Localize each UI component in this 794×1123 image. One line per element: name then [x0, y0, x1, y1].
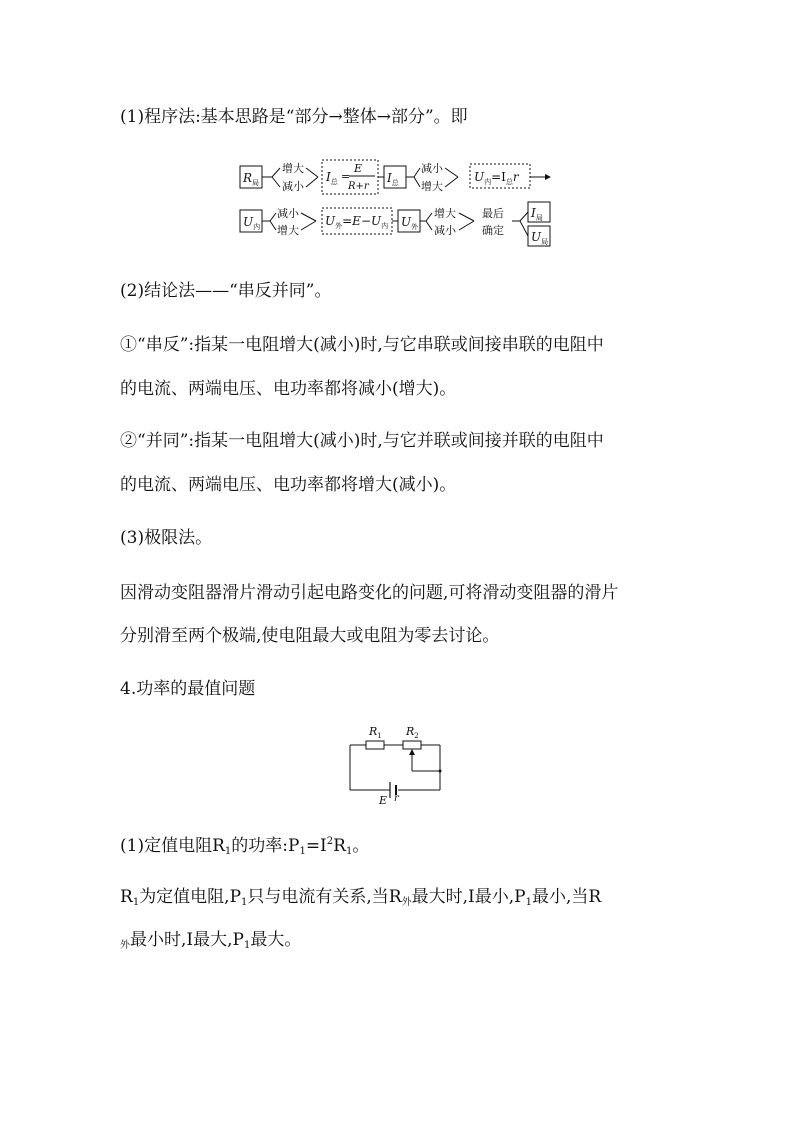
- svg-text:=: =: [341, 170, 351, 183]
- procedure-flow-diagram: [238, 154, 558, 254]
- final-label-2: 确定: [482, 224, 504, 237]
- row1-branch2-down: 增大: [421, 180, 443, 193]
- box-u-inner-label: $U_内$: [243, 215, 261, 231]
- box-u-outer-label: $U_外$: [401, 215, 419, 231]
- limit-method-line2: 分别滑至两个极端,使电阻最大或电阻为零去讨论。: [120, 626, 500, 646]
- box-i-total-label: $I_总$: [387, 171, 399, 187]
- row2-branch2-up: 增大: [434, 207, 456, 220]
- formula-numerator: E: [354, 162, 363, 175]
- section-4-heading: 4.功率的最值问题: [120, 679, 256, 699]
- row2-branch2-down: 减小: [434, 224, 456, 237]
- resistor-r1: [366, 741, 384, 749]
- emf-label: E: [379, 794, 388, 807]
- parallel-same-line2: 的电流、两端电压、电功率都将增大(减小)。: [120, 475, 457, 495]
- series-opposite-line1: ①“串反”:指某一电阻增大(减小)时,与它串联或间接串联的电阻中: [120, 335, 604, 355]
- box-r-local-label: $R_局$: [243, 171, 260, 187]
- row1-branch1-up: 增大: [282, 162, 304, 175]
- row1-branch1-down: 减小: [282, 180, 304, 193]
- limit-method-heading: (3)极限法。: [120, 528, 213, 548]
- procedure-method-intro: (1)程序法:基本思路是“部分→整体→部分”。即: [120, 107, 468, 127]
- conclusion-method-heading: (2)结论法——“串反并同”。: [120, 281, 332, 301]
- resistor-r2: [403, 741, 421, 749]
- limit-method-line1: 因滑动变阻器滑片滑动引起电路变化的问题,可将滑动变阻器的滑片: [120, 583, 619, 603]
- r2-label: $R_2$: [406, 725, 419, 740]
- fixed-resistor-explain-line2: $_外$最小时,I最大$,P_1$最大。: [120, 930, 302, 951]
- formula-denominator: R+r: [348, 181, 369, 192]
- internal-r-label: r: [394, 793, 399, 804]
- formula-u-inner: $U_内=I_总r$: [474, 170, 519, 186]
- row1-branch2-up: 减小: [421, 162, 443, 175]
- formula-i-total: $I_总$: [326, 170, 338, 186]
- parallel-same-line1: ②“并同”:指某一电阻增大(减小)时,与它并联或间接并联的电阻中: [120, 431, 604, 451]
- fixed-resistor-power: (1)定值电阻$R_1$的功率$:P_1=I^2R_1$。: [120, 836, 370, 857]
- row2-branch1-up: 减小: [277, 207, 299, 220]
- final-label-1: 最后: [482, 207, 504, 220]
- formula-u-outer: $U_外=E-U_内$: [325, 214, 389, 230]
- fixed-resistor-explain-line1: $R_1$为定值电阻$,P_1$只与电流有关系,当$R_外$最大时,I最小$,P_1$最小,当R: [120, 887, 602, 908]
- box-u-local-label: $U_局$: [531, 230, 549, 246]
- box-i-local-label: $I_局$: [531, 206, 543, 222]
- series-opposite-line2: 的电流、两端电压、电功率都将减小(增大)。: [120, 379, 457, 399]
- circuit-diagram: [346, 720, 446, 812]
- row2-branch1-down: 增大: [277, 224, 299, 237]
- r1-label: $R_1$: [369, 725, 382, 740]
